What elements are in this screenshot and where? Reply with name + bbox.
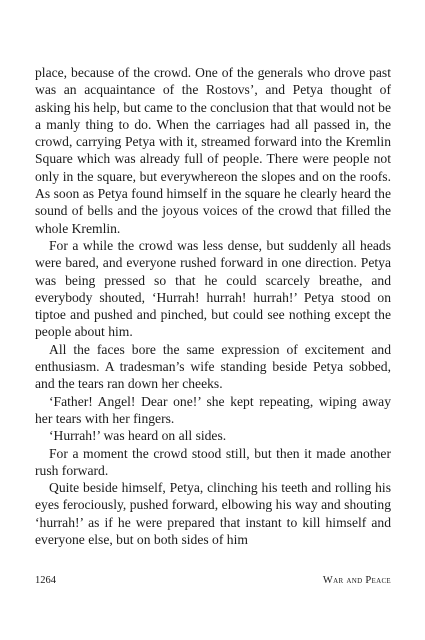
paragraph: For a while the crowd was less dense, but suddenly all heads were bared, and everyone rushed forward in one direction. Petya was being pressed so that he could scarcely breathe, and everybody shouted, ‘Hurrah! hurrah! hurrah!’ Petya stood on tiptoe and pushed and pinched, but could see nothing except the people about him. (35, 237, 391, 340)
paragraph: For a moment the crowd stood still, but then it made another rush forward. (35, 445, 391, 478)
paragraph-continued: place, because of the crowd. One of the generals who drove past was an acquaintance of the Rostovs’, and Petya thought of asking his help, but came to the conclusion that that would not be a manly thing to do. When the carriages had all passed in, the crowd, carrying Petya with it, streamed forward into the Kremlin Square which was already full of people. There were people not only in the square, but everywhereon the slopes and on the roofs. As soon as Petya found himself in the square he clearly heard the sound of bells and the joyous voices of the crowd that filled the whole Kremlin. (35, 65, 392, 236)
paragraph: ‘Father! Angel! Dear one!’ she kept repeating, wiping away her tears with her fingers. (35, 393, 391, 426)
page-number: 1264 (35, 575, 56, 586)
paragraph: Quite beside himself, Petya, clinching his teeth and rolling his eyes ferociously, pushed forward, elbowing his way and shouting ‘hurrah!’ as if he were prepared that instant to kill himself and everyone else, but on both sides of him (35, 480, 391, 548)
paragraph: All the faces bore the same expression of excitement and enthusiasm. A tradesman’s wife standing beside Petya sobbed, and the tears ran down her cheeks. (35, 341, 391, 392)
body-text (35, 64, 391, 548)
paragraph: ‘Hurrah!’ was heard on all sides. (49, 428, 227, 444)
page-footer (35, 575, 391, 586)
running-head: War and Peace (322, 575, 391, 586)
